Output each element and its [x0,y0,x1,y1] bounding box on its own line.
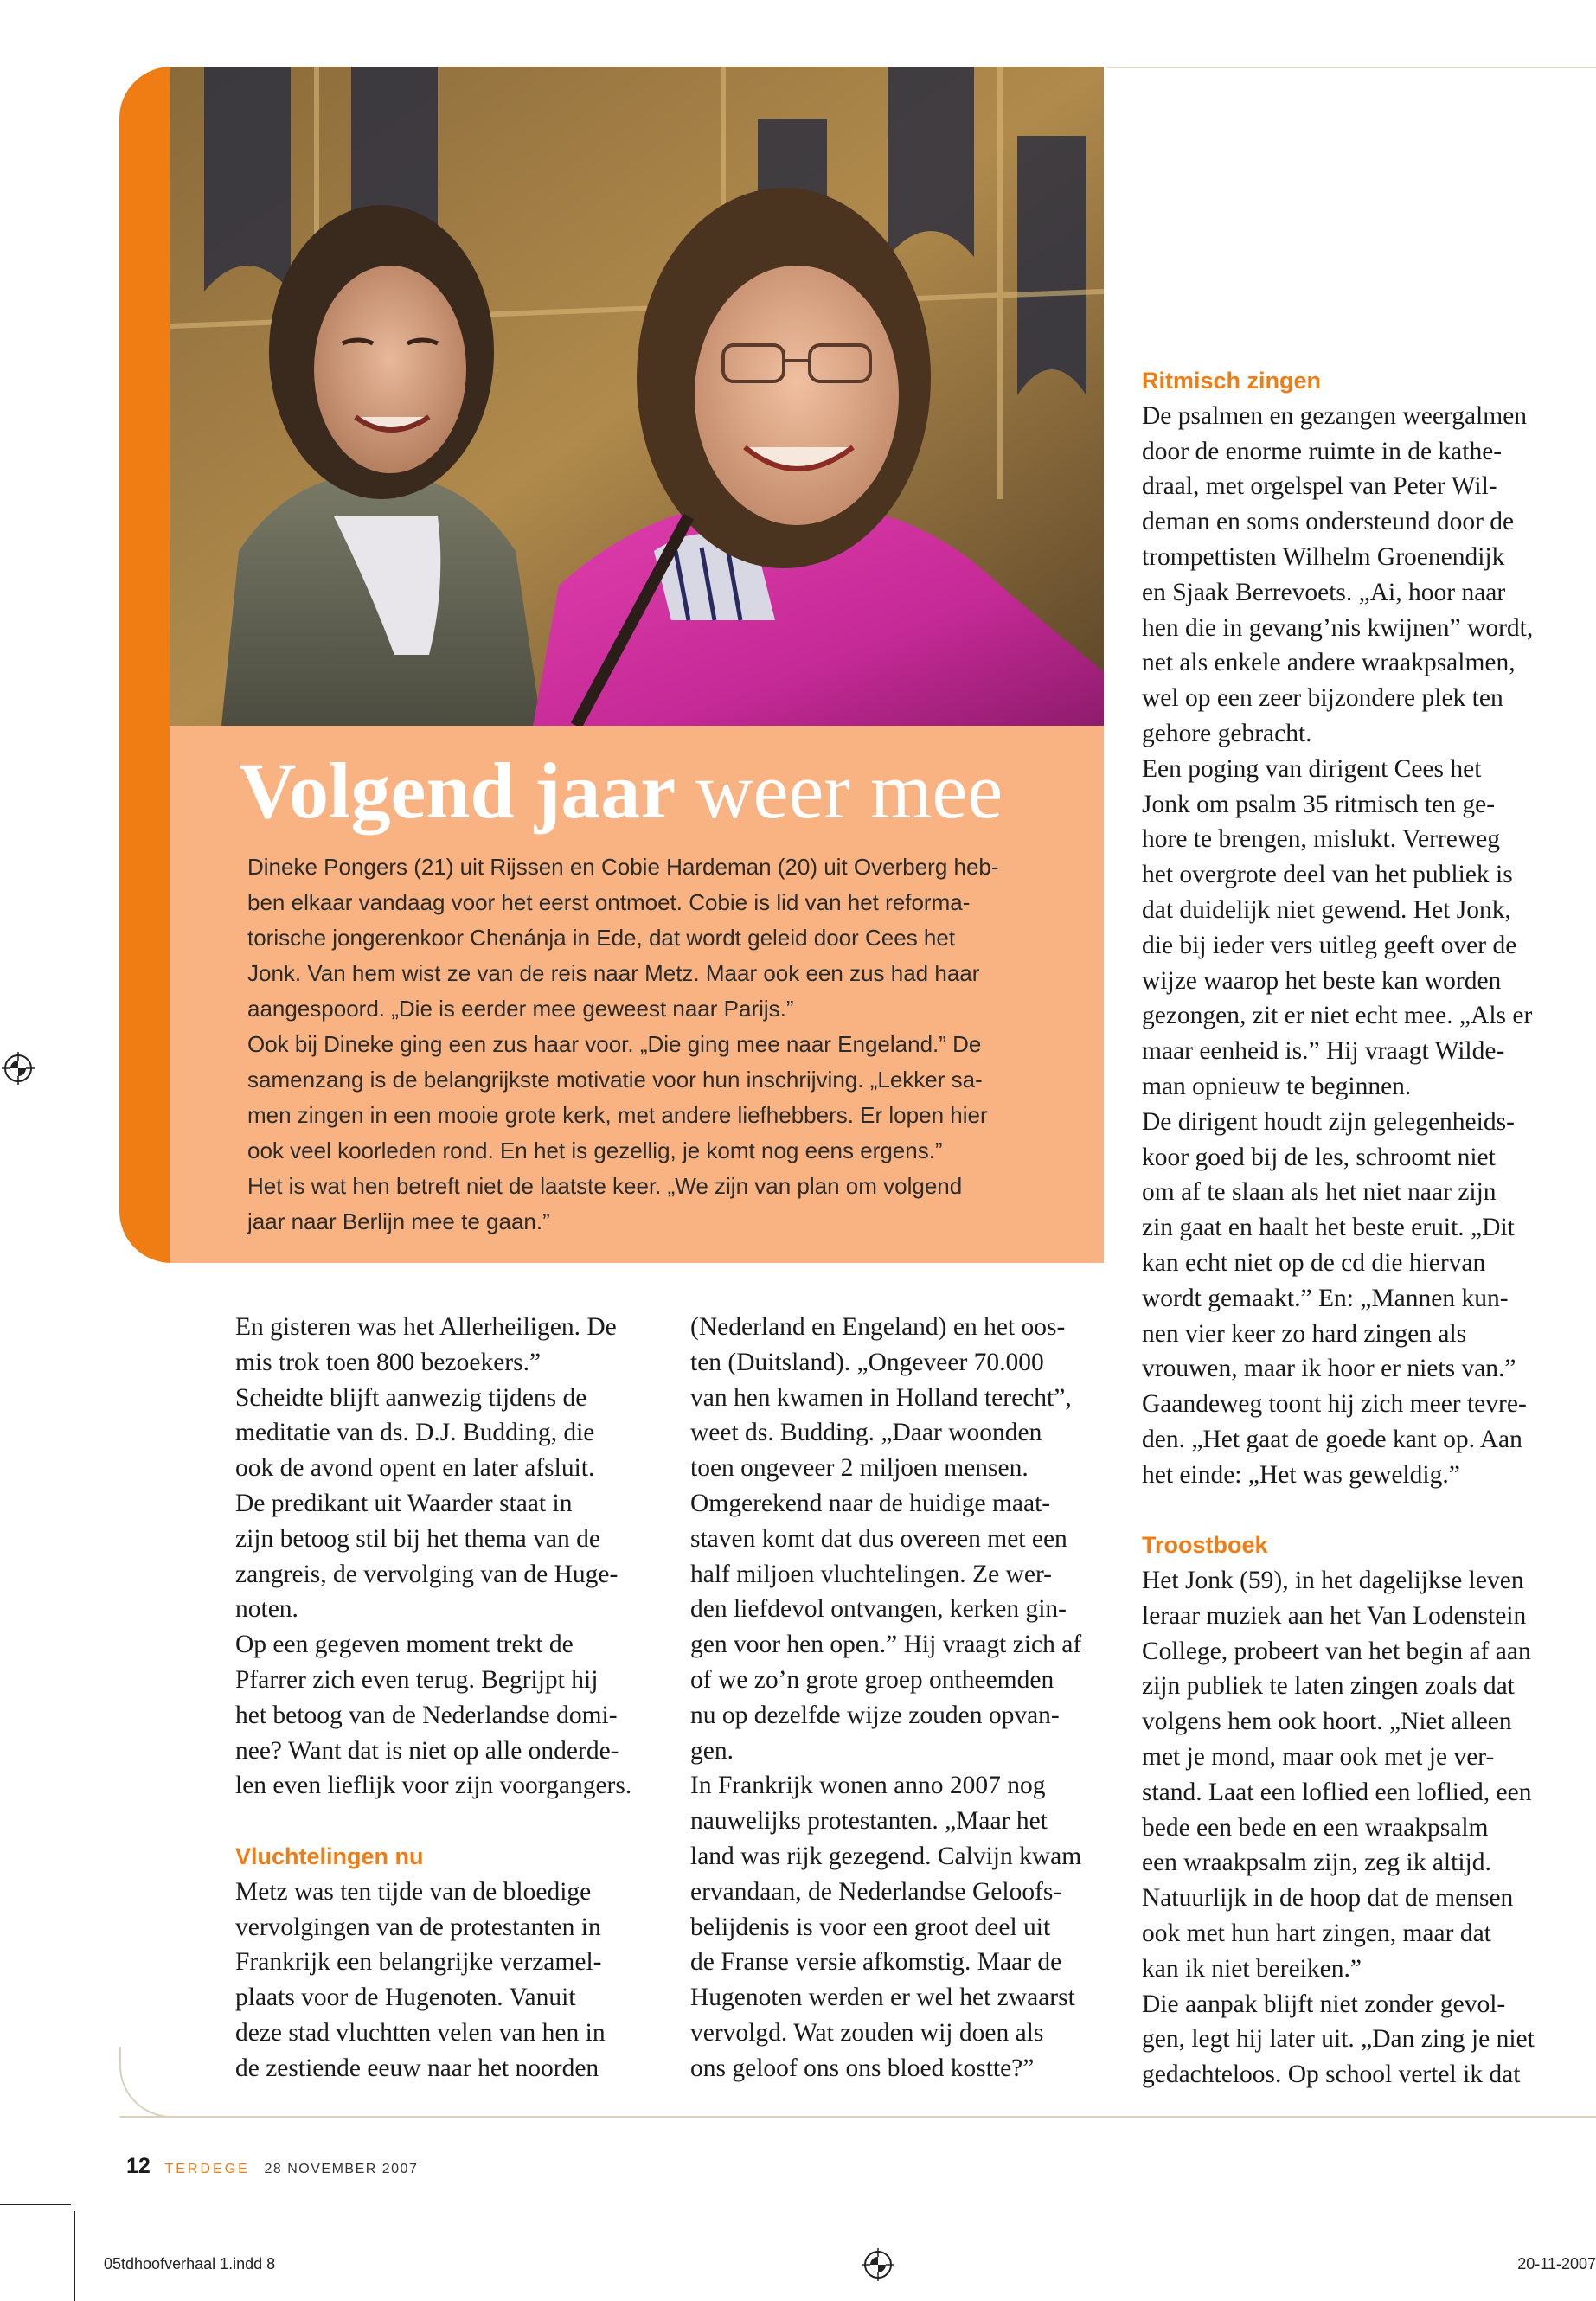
body-line: Die aanpak blijft niet zonder gevol- [1142,1990,1506,2018]
body-line: gehore gebracht. [1142,719,1312,747]
body-line: kan ik niet bereiken.” [1142,1954,1362,1983]
body-line: land was rijk gezegend. Calvijn kwam [690,1842,1082,1870]
intro-line: Jonk. Van hem wist ze van de reis naar Metz. Maar ook een zus had haar [247,960,980,986]
body-line: half miljoen vluchtelingen. Ze wer- [690,1560,1052,1588]
body-line: om af te slaan als het niet naar zijn [1142,1178,1497,1207]
intro-line: Dineke Pongers (21) uit Rijssen en Cobie Hardeman (20) uit Overberg heb- [247,854,999,880]
body-column-3 [1142,363,1592,2093]
body-line: staven komt dat dus overeen met een [690,1524,1067,1553]
body-line: deze stad vluchtten velen van hen in [235,2018,606,2047]
body-line: dat duidelijk niet gewend. Het Jonk, [1142,895,1511,924]
body-line: hen die in gevang’nis kwijnen” wordt, [1142,613,1534,642]
body-line: Metz was ten tijde van de bloedige [235,1877,592,1906]
body-line: Op een gegeven moment trekt de [235,1631,574,1659]
orange-accent-bar [119,67,173,1263]
body-column-2 [690,1310,1123,2086]
body-line: In Frankrijk wonen anno 2007 nog [690,1772,1046,1800]
body-line: wel op een zeer bijzondere plek ten [1142,684,1503,713]
subhead-ritmisch-zingen: Ritmisch zingen [1142,368,1322,394]
body-line: len even lieflijk voor zijn voorgangers. [235,1772,632,1800]
body-line: koor goed bij de les, schroomt niet [1142,1143,1496,1171]
body-line: Omgerekend naar de huidige maat- [690,1489,1051,1517]
body-line: ook met hun hart zingen, maar dat [1142,1920,1491,1948]
body-line: die bij ieder vers uitleg geeft over de [1142,931,1517,959]
intro-text [247,849,1043,1240]
body-line: Gaandeweg toont hij zich meer tevre- [1142,1390,1527,1419]
body-line: Het Jonk (59), in het dagelijkse leven [1142,1567,1524,1595]
body-line: draal, met orgelspel van Peter Wil- [1142,472,1497,501]
intro-line: aangespoord. „Die is eerder mee geweest naar Parijs.” [247,996,794,1022]
body-line: kan echt niet op de cd die hiervan [1142,1248,1486,1277]
body-line: gen. [690,1736,734,1765]
body-line: door de enorme ruimte in de kathe- [1142,437,1503,465]
body-line: gedachteloos. Op school vertel ik dat [1142,2061,1521,2089]
body-line: Jonk om psalm 35 ritmisch ten ge- [1142,790,1496,818]
body-line: College, probeert van het begin af aan [1142,1637,1531,1665]
body-line: de Franse versie afkomstig. Maar de [690,1948,1062,1977]
body-line: De psalmen en gezangen weergalmen [1142,401,1528,430]
body-line: maar eenheid is.” Hij vraagt Wilde- [1142,1037,1505,1066]
subhead-troostboek: Troostboek [1142,1532,1268,1559]
body-line: meditatie van ds. D.J. Budding, die [235,1419,595,1447]
body-line: weet ds. Budding. „Daar woonden [690,1419,1042,1447]
intro-box [170,726,1104,1263]
body-line: Scheidte blijft aanwezig tijdens de [235,1383,587,1412]
headline-light: weer mee [695,747,1003,835]
body-line: nu op dezelfde wijze zouden opvan- [690,1701,1060,1729]
body-line: ten (Duitsland). „Ongeveer 70.000 [690,1348,1044,1376]
body-line: zijn publiek te laten zingen zoals dat [1142,1672,1515,1701]
body-line: vervolgd. Wat zouden wij doen als [690,2018,1044,2047]
body-line: den liefdevol ontvangen, kerken gin- [690,1595,1067,1624]
body-line: stand. Laat een loflied een loflied, een [1142,1778,1532,1806]
body-line: En gisteren was het Allerheiligen. De [235,1313,617,1341]
photo-two-women-cathedral [170,67,1104,726]
body-line: ons geloof ons ons bloed kostte?” [690,2054,1035,2082]
body-line: ervandaan, de Nederlandse Geloofs- [690,1877,1062,1906]
body-line: zin gaat en haalt het beste eruit. „Dit [1142,1214,1515,1242]
crop-mark-horizontal [0,2204,71,2205]
body-line: toen ongeveer 2 miljoen mensen. [690,1454,1029,1483]
body-line: wordt gemaakt.” En: „Mannen kun- [1142,1284,1509,1312]
body-line: vrouwen, maar ik hoor er niets van.” [1142,1355,1516,1383]
body-line: hore te brengen, mislukt. Verreweg [1142,825,1500,854]
body-line: van hen kwamen in Holland terecht”, [690,1383,1072,1412]
body-line: noten. [235,1595,298,1624]
folio [126,2154,418,2179]
body-line: mis trok toen 800 bezoekers.” [235,1348,542,1376]
intro-line: samenzang is de belangrijkste motivatie voor hun inschrijving. „Lekker sa- [247,1067,983,1093]
body-line: of we zo’n grote groep ontheemden [690,1665,1054,1694]
body-line: Een poging van dirigent Cees het [1142,754,1482,783]
intro-line: ook veel koorleden rond. En het is gezellig, je komt nog eens ergens.” [247,1138,943,1163]
body-line: zijn betoog stil bij het thema van de [235,1524,600,1553]
body-line: belijdenis is voor een groot deel uit [690,1913,1051,1941]
registration-mark-icon [862,2248,894,2281]
body-line: De dirigent houdt zijn gelegenheids- [1142,1107,1515,1136]
body-line: de zestiende eeuw naar het noorden [235,2054,599,2082]
frame-bottom-line [119,2116,1596,2118]
body-line: ook de avond opent en later afsluit. [235,1454,595,1483]
slug-date: 20-11-2007 [1517,2255,1596,2272]
headline [239,743,1003,838]
body-line: (Nederland en Engeland) en het oos- [690,1313,1066,1341]
body-line: het einde: „Het was geweldig.” [1142,1460,1460,1489]
body-line: De predikant uit Waarder staat in [235,1489,573,1517]
page-number: 12 [126,2154,151,2178]
publication-name: TERDEGE [164,2162,250,2176]
frame-top-line [1107,67,1596,68]
body-line: trompettisten Wilhelm Groenendijk [1142,542,1505,571]
intro-line: Ook bij Dineke ging een zus haar voor. „Die ging mee naar Engeland.” De [247,1031,982,1057]
body-line: een wraakpsalm zijn, zeg ik altijd. [1142,1849,1491,1877]
body-line: deman en soms ondersteund door de [1142,508,1515,536]
slug-filename: 05tdhoofverhaal 1.indd 8 [104,2255,276,2272]
body-line: leraar muziek aan het Van Lodenstein [1142,1601,1527,1630]
subhead-vluchtelingen: Vluchtelingen nu [235,1843,424,1869]
crop-mark-vertical [74,2211,75,2301]
intro-line: torische jongerenkoor Chenánja in Ede, dat wordt geleid door Cees het [247,925,956,951]
frame-corner [119,2047,189,2118]
body-line: wijze waarop het beste kan worden [1142,966,1502,995]
body-line: het overgrote deel van het publiek is [1142,861,1513,889]
intro-line: ben elkaar vandaag voor het eerst ontmoet. Cobie is lid van het reforma- [247,889,971,915]
body-line: gen voor hen open.” Hij vraagt zich af [690,1631,1082,1659]
body-line: en Sjaak Berrevoets. „Ai, hoor naar [1142,578,1506,606]
body-line: gezongen, zit er niet echt mee. „Als er [1142,1002,1533,1030]
registration-mark-icon [2,1052,35,1085]
body-line: net als enkele andere wraakpsalmen, [1142,649,1516,677]
body-line: het betoog van de Nederlandse domi- [235,1701,618,1729]
body-line: nauwelijks protestanten. „Maar het [690,1807,1048,1836]
body-line: Natuurlijk in de hoop dat de mensen [1142,1884,1514,1913]
body-line: Hugenoten werden er wel het zwaarst [690,1984,1075,2012]
body-line: volgens hem ook hoort. „Niet alleen [1142,1708,1512,1736]
body-line: vervolgingen van de protestanten in [235,1913,601,1941]
body-line: den. „Het gaat de goede kant op. Aan [1142,1425,1522,1453]
issue-date: 28 NOVEMBER 2007 [264,2162,419,2176]
body-line: nen vier keer zo hard zingen als [1142,1319,1467,1348]
body-line: Pfarrer zich even terug. Begrijpt hij [235,1665,599,1694]
body-line: man opnieuw te beginnen. [1142,1072,1412,1100]
intro-line: men zingen in een mooie grote kerk, met andere liefhebbers. Er lopen hier [247,1102,988,1128]
body-line: gen, legt hij later uit. „Dan zing je niet [1142,2025,1535,2054]
body-line: zangreis, de vervolging van de Huge- [235,1560,619,1588]
body-line: bede een bede en een wraakpsalm [1142,1813,1489,1842]
body-line: plaats voor de Hugenoten. Vanuit [235,1984,576,2012]
intro-line: jaar naar Berlijn mee te gaan.” [247,1208,550,1234]
body-column-1 [235,1310,668,2086]
body-line: nee? Want dat is niet op alle onderde- [235,1736,619,1765]
headline-bold: Volgend jaar [239,747,676,835]
intro-line: Het is wat hen betreft niet de laatste keer. „We zijn van plan om volgend [247,1173,963,1199]
body-line: met je mond, maar ook met je ver- [1142,1743,1495,1772]
body-line: Frankrijk een belangrijke verzamel- [235,1948,602,1977]
